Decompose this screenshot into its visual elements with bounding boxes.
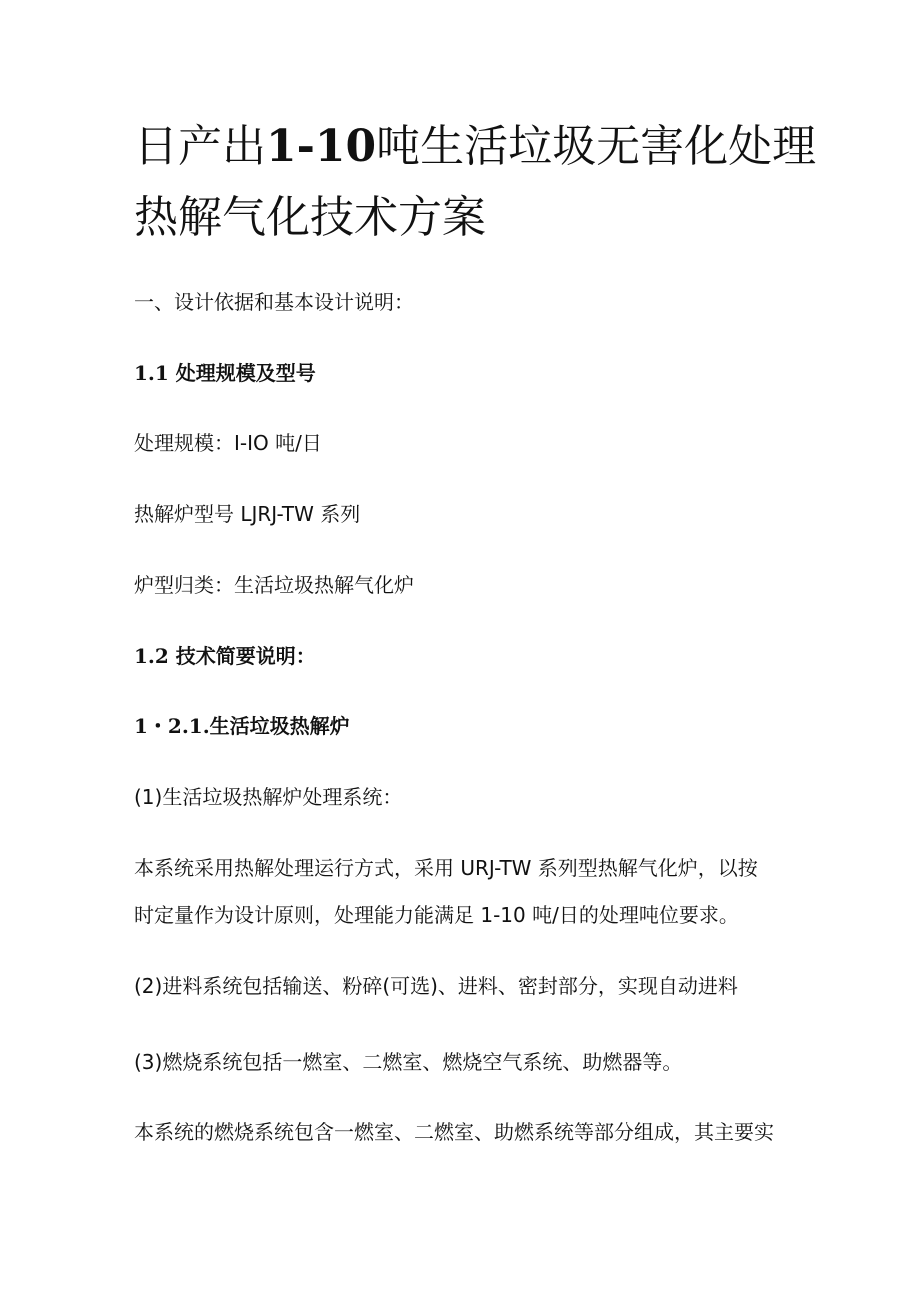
paragraph-1-line-2: 时定量作为设计原则，处理能力能满足 1-10 吨/日的处理吨位要求。 <box>134 903 739 927</box>
document-title-line-2: 热解气化技术方案 <box>134 192 486 243</box>
title-prefix: 日产出 <box>134 121 266 172</box>
paragraph-1-line-1: 本系统采用热解处理运行方式，采用 URJ-TW 系列型热解气化炉，以按 <box>134 856 758 880</box>
document-title-line-1 <box>134 121 817 172</box>
list-item-3: (3)燃烧系统包括一燃室、二燃室、燃烧空气系统、助燃器等。 <box>134 1050 683 1074</box>
title-number: 1-10 <box>266 121 377 172</box>
subsection-heading-1-1: 1.1 处理规模及型号 <box>134 361 316 385</box>
scale-text: 处理规模：I-IO 吨/日 <box>134 431 322 455</box>
subsection-heading-1-2-1: 1・2.1.生活垃圾热解炉 <box>134 714 350 738</box>
category-text: 炉型归类：生活垃圾热解气化炉 <box>134 573 414 597</box>
model-text: 热解炉型号 LJRJ-TW 系列 <box>134 502 361 526</box>
list-item-2: (2)进料系统包括输送、粉碎(可选)、进料、密封部分，实现自动进料 <box>134 974 738 998</box>
subsection-heading-1-2: 1.2 技术简要说明： <box>134 644 316 668</box>
section-heading-1: 一、设计依据和基本设计说明： <box>134 290 414 314</box>
title-suffix: 吨生活垃圾无害化处理 <box>376 121 817 172</box>
list-item-1: (1)生活垃圾热解炉处理系统： <box>134 785 403 809</box>
paragraph-2-line-1: 本系统的燃烧系统包含一燃室、二燃室、助燃系统等部分组成，其主要实 <box>134 1120 774 1144</box>
